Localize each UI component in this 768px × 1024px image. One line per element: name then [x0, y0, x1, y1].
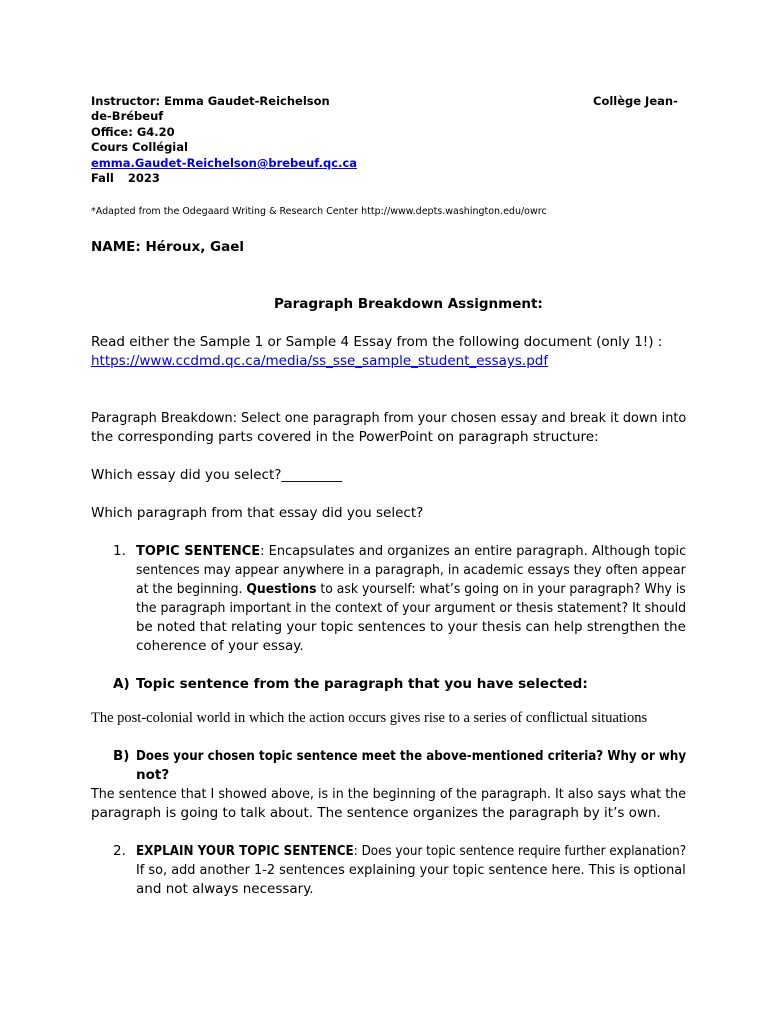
breakdown-line-1: Paragraph Breakdown: Select one paragraph from your chosen essay and break it down into: [91, 410, 687, 426]
question-essay: Which essay did you select?_________: [91, 467, 343, 483]
course-line: Cours Collégial: [91, 140, 188, 154]
office-line: Office: G4.20: [91, 125, 175, 139]
item1-line-3: [136, 580, 686, 599]
item1-line-5: be noted that relating your topic sentences to your thesis can help strengthen the: [136, 619, 686, 635]
sample-essays-link[interactable]: https://www.ccdmd.qc.ca/media/ss_sse_sample_student_essays.pdf: [91, 353, 549, 369]
item1-line-6: coherence of your essay.: [136, 638, 304, 654]
term-label: Fall: [91, 171, 114, 185]
item2-line-2: If so, add another 1-2 sentences explaining your topic sentence here. This is optional: [136, 862, 686, 878]
college-name-part2: de-Brébeuf: [91, 109, 164, 123]
item1-line-2: sentences may appear anywhere in a paragraph, in academic essays they often appear: [136, 562, 686, 578]
sub-b-question-line-2: not?: [136, 767, 170, 783]
answer-b-line-2: paragraph is going to talk about. The sentence organizes the paragraph by it’s own.: [91, 805, 661, 821]
item2-line1-rest: : Does your topic sentence require further explanation?: [353, 843, 687, 859]
sub-b-question-line-1: Does your chosen topic sentence meet the above-mentioned criteria? Why or why: [136, 748, 687, 764]
item2-number: 2.: [113, 843, 126, 859]
sub-a-letter: A): [113, 676, 130, 692]
intro-text: Read either the Sample 1 or Sample 4 Essay from the following document (only 1!) :: [91, 334, 663, 350]
item1-questions-label: Questions: [246, 581, 317, 597]
answer-a-topic-sentence: The post-colonial world in which the action occurs gives rise to a series of conflictual situations: [91, 710, 648, 726]
item1-line3-rest: to ask yourself: what’s going on in your paragraph? Why is: [316, 581, 686, 597]
student-name-line: NAME: Héroux, Gael: [91, 239, 245, 255]
assignment-title: Paragraph Breakdown Assignment:: [274, 296, 543, 312]
instructor-line: Instructor: Emma Gaudet-Reichelson: [91, 94, 330, 108]
instructor-email-link[interactable]: emma.Gaudet-Reichelson@brebeuf.qc.ca: [91, 156, 358, 170]
answer-b-line-1: The sentence that I showed above, is in the beginning of the paragraph. It also says what the: [91, 786, 687, 802]
item2-line-1: [136, 842, 686, 861]
question-paragraph: Which paragraph from that essay did you select?: [91, 505, 424, 521]
sub-a-question: Topic sentence from the paragraph that you have selected:: [136, 676, 588, 692]
item2-line-3: and not always necessary.: [136, 881, 314, 897]
item1-line1-rest: : Encapsulates and organizes an entire paragraph. Although topic: [260, 543, 687, 559]
item1-number: 1.: [113, 543, 126, 559]
item1-label: TOPIC SENTENCE: [136, 543, 261, 559]
breakdown-line-2: the corresponding parts covered in the PowerPoint on paragraph structure:: [91, 429, 599, 445]
item1-line-4: the paragraph important in the context of your argument or thesis statement? It should: [136, 600, 687, 616]
term-line: [91, 170, 160, 186]
adapted-note: *Adapted from the Odegaard Writing & Research Center http://www.depts.washington.edu/owrc: [91, 206, 547, 217]
item1-line-1: [136, 542, 686, 561]
college-name-part1: Collège Jean-: [593, 94, 678, 108]
sub-b-letter: B): [113, 748, 130, 764]
item1-line3-start: at the beginning.: [136, 581, 247, 597]
term-year: 2023: [127, 171, 160, 185]
item2-label: EXPLAIN YOUR TOPIC SENTENCE: [136, 843, 354, 859]
